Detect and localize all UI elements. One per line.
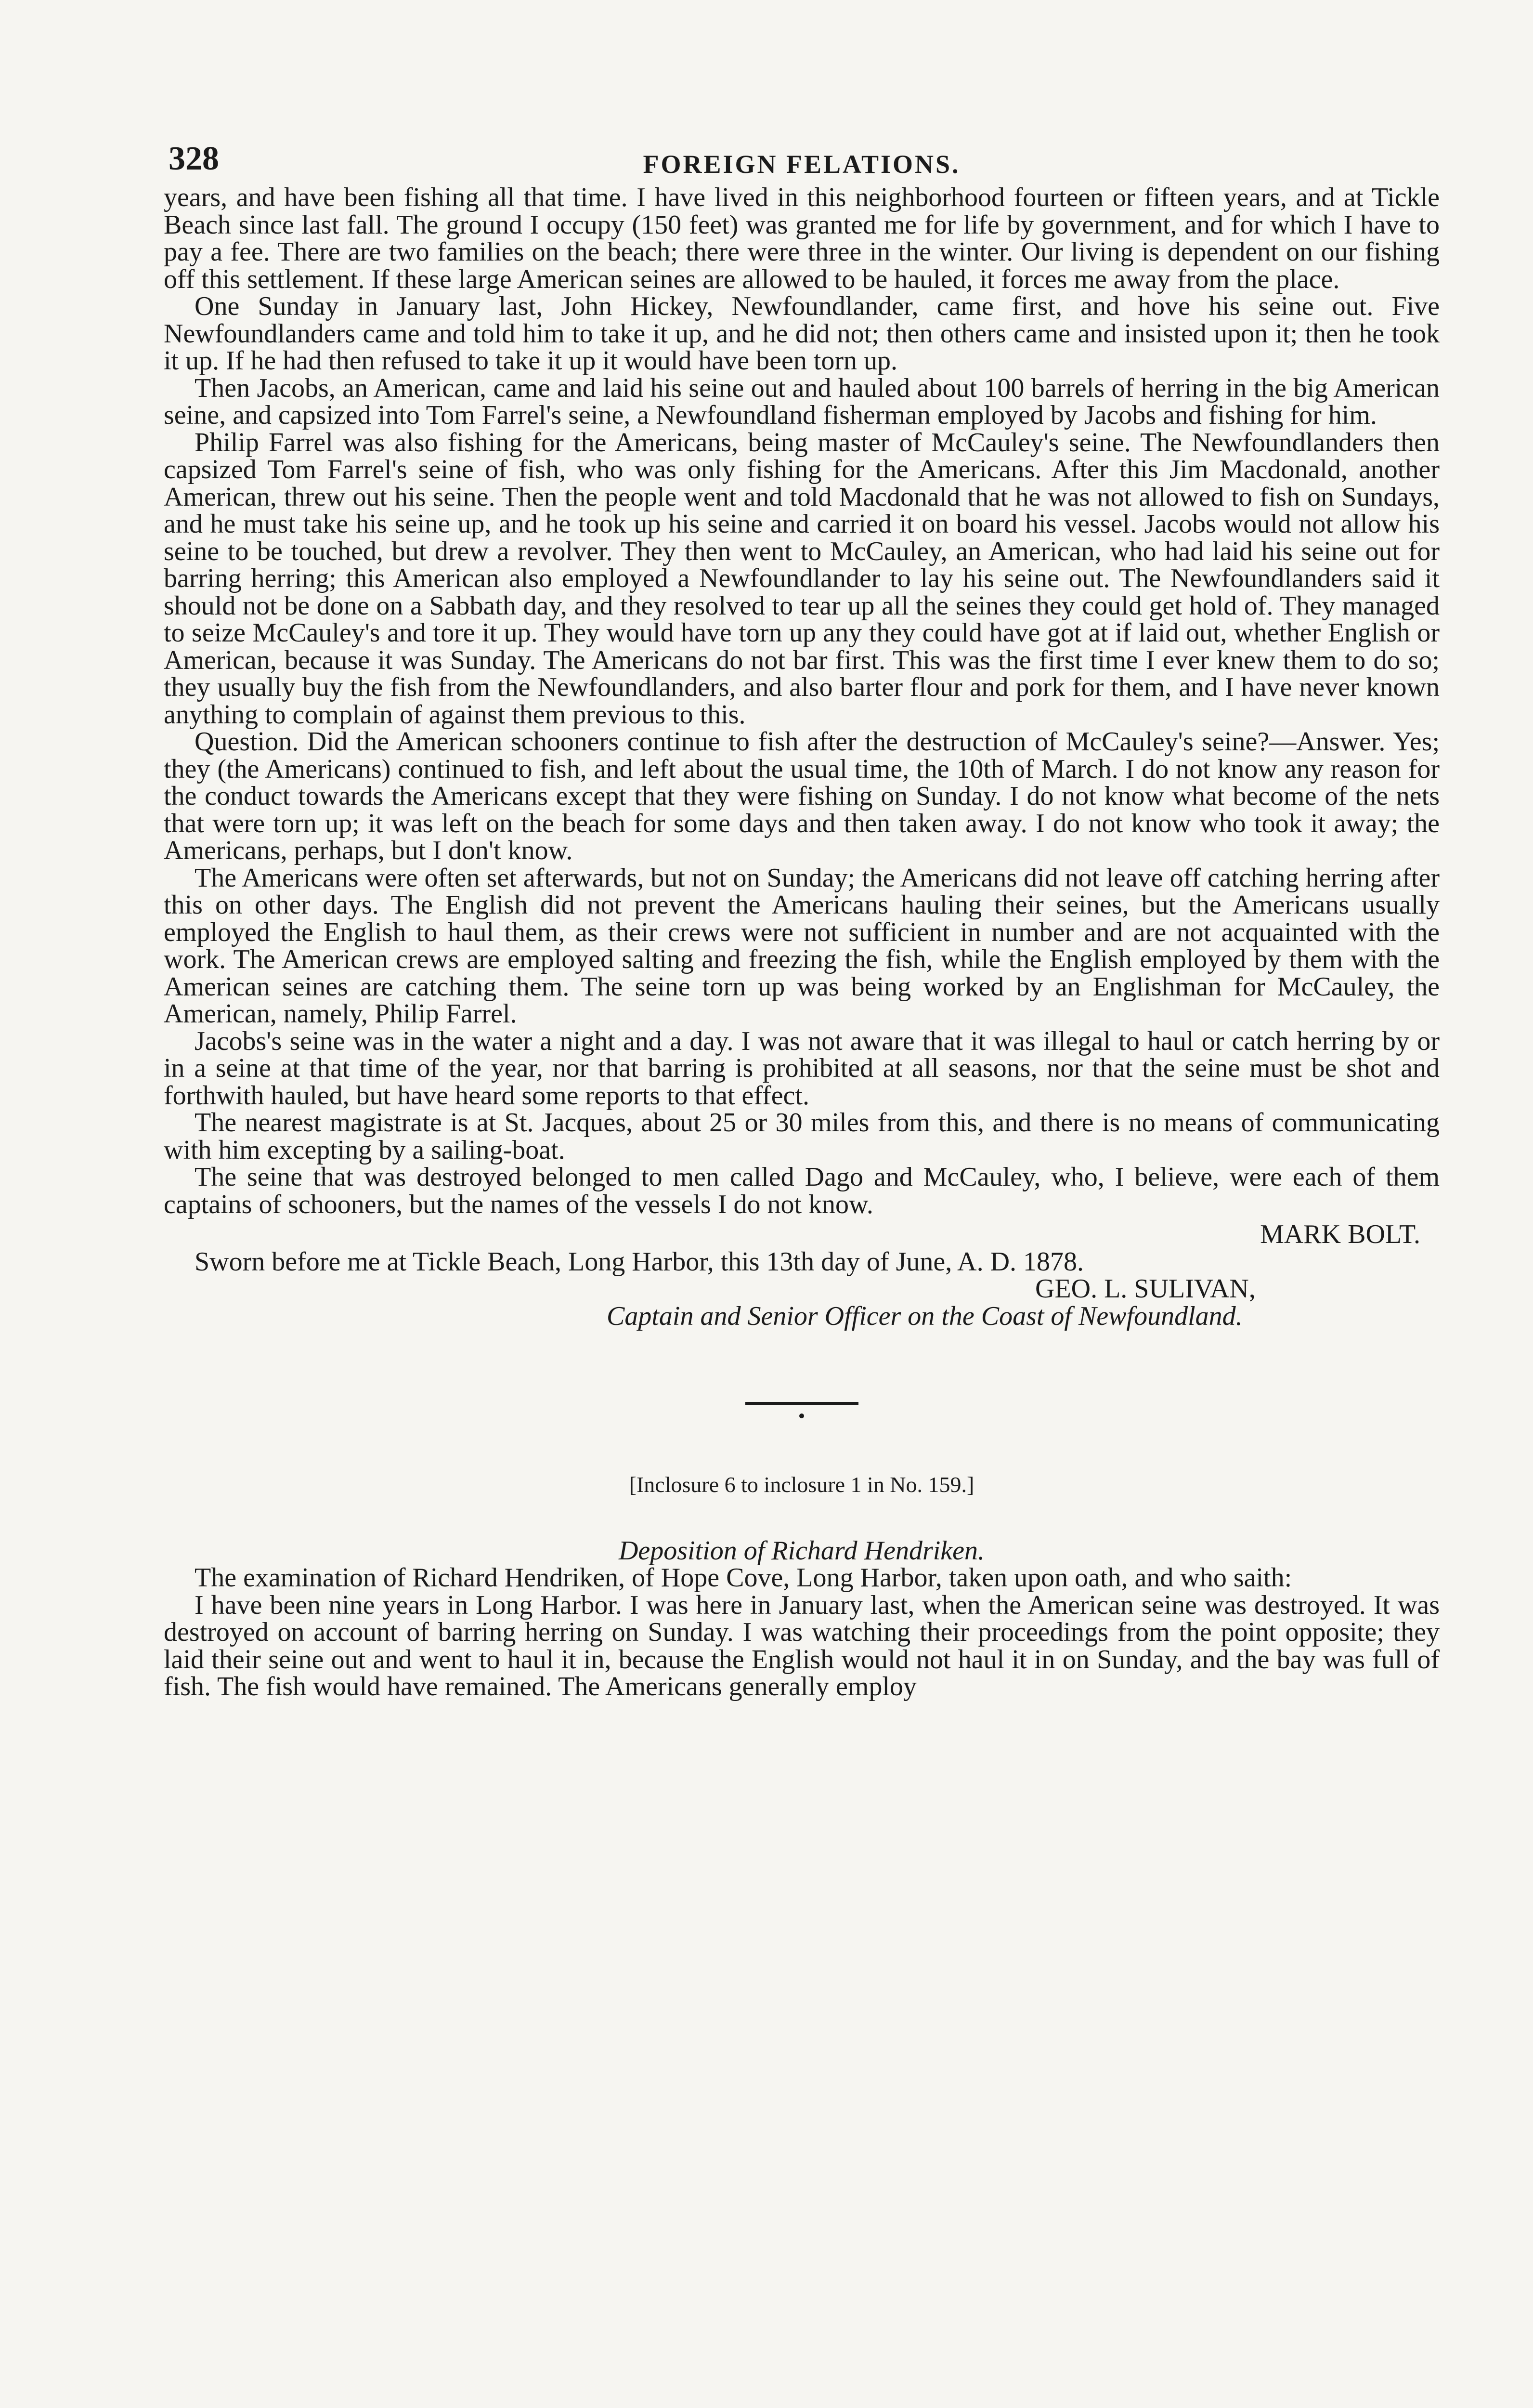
page-header (164, 111, 1440, 178)
deponent-signature: MARK BOLT. (1260, 1219, 1420, 1249)
sworn-statement: Sworn before me at Tickle Beach, Long Harbor, this 13th day of June, A. D. 1878. (195, 1246, 1084, 1277)
paragraph: I have been nine years in Long Harbor. I was here in January last, when the American seine was destroyed. It was destroyed on account of barring herring on Sunday. I was watching their proceedings from the point opposite; they laid their seine out and went to haul it in, because the English would not haul it in on Sunday, and the bay was full of fish. The fish would have remained. The Americans generally employ (164, 1590, 1440, 1701)
section-divider (745, 1402, 858, 1405)
officer-name: GEO. L. SULIVAN, (1035, 1274, 1256, 1304)
paragraph: Philip Farrel was also fishing for the Americans, being master of McCauley's seine. The Newfoundlanders then capsized Tom Farrel's seine of fish, who was only fishing for the Americans. After this Jim Macdonald, another American, threw out his seine. Then the people went and told Macdonald that he was not allowed to fish on Sundays, and he must take his seine up, and he took up his seine and carried it on board his vessel. Jacobs would not allow his seine to be touched, but drew a revolver. They then went to McCauley, an American, who had laid his seine out for barring herring; this American also employed a Newfoundlander to lay his seine out. The Newfoundlanders said it should not be done on a Sabbath day, and they resolved to tear up all the seines they could get hold of. They managed to seize McCauley's and tore it up. They would have torn up any they could have got at if laid out, whether English or American, because it was Sunday. The Americans do not bar first. This was the first time I ever knew them to do so; they usually buy the fish from the Newfoundlanders, and also barter flour and pork for them, and I have never known anything to complain of against them previous to this. (164, 427, 1440, 730)
officer-title: Captain and Senior Officer on the Coast of Newfoundland. (607, 1301, 1243, 1331)
running-title: FOREIGN FELATIONS. (643, 150, 961, 179)
document-page (164, 111, 1440, 1701)
paragraph: The nearest magistrate is at St. Jacques, about 25 or 30 miles from this, and there is no means of communicating with him excepting by a sailing-boat. (164, 1108, 1440, 1165)
paragraph: Jacobs's seine was in the water a night and a day. I was not aware that it was illegal to haul or catch herring by or in a seine at that time of the year, nor that barring is prohibited at all seasons, nor that the seine must be shot and forthwith hauled, but have heard some reports to that effect. (164, 1026, 1440, 1111)
paragraph: Question. Did the American schooners continue to fish after the destruction of McCauley's seine?—Answer. Yes; they (the Americans) continued to fish, and left about the usual time, the 10th of March. I do not know any reason for the conduct towards the Americans except that they were fishing on Sunday. I do not know what become of the nets that were torn up; it was left on the beach for some days and then taken away. I do not know who took it away; the Americans, perhaps, but I don't know. (164, 727, 1440, 865)
paragraph: The Americans were often set afterwards, but not on Sunday; the Americans did not leave off catching herring after this on other days. The English did not prevent the Americans hauling their seines, but the Americans usually employed the English to haul them, as their crews were not sufficient in number and are not acquainted with the work. The American crews are employed salting and freezing the fish, while the English employed by them with the American seines are catching them. The seine torn up was being worked by an Englishman for McCauley, the American, namely, Philip Farrel. (164, 863, 1440, 1029)
paragraph: Then Jacobs, an American, came and laid his seine out and hauled about 100 barrels of herring in the big American seine, and capsized into Tom Farrel's seine, a Newfoundland fisherman employed by Jacobs and fishing for him. (164, 373, 1440, 430)
page-body (164, 184, 1440, 1701)
page-number: 328 (169, 140, 219, 177)
paragraph: The seine that was destroyed belonged to men called Dago and McCauley, who, I believe, were each of them captains of schooners, but the names of the vessels I do not know. (164, 1162, 1440, 1219)
divider-dot (799, 1413, 804, 1418)
inclosure-note: [Inclosure 6 to inclosure 1 in No. 159.] (629, 1472, 974, 1497)
paragraph: The examination of Richard Hendriken, of Hope Cove, Long Harbor, taken upon oath, and who saith: (195, 1563, 1292, 1593)
deposition-title: Deposition of Richard Hendriken. (618, 1535, 985, 1566)
paragraph: years, and have been fishing all that time. I have lived in this neighborhood fourteen or fifteen years, and at Tickle Beach since last fall. The ground I occupy (150 feet) was granted me for life by government, and for which I have to pay a fee. There are two families on the beach; there were three in the winter. Our living is dependent on our fishing off this settlement. If these large American seines are allowed to be hauled, it forces me away from the place. (164, 183, 1440, 294)
paragraph: One Sunday in January last, John Hickey, Newfoundlander, came first, and hove his seine out. Five Newfoundlanders came and told him to take it up, and he did not; then others came and insisted upon it; then he took it up. If he had then refused to take it up it would have been torn up. (164, 291, 1440, 376)
